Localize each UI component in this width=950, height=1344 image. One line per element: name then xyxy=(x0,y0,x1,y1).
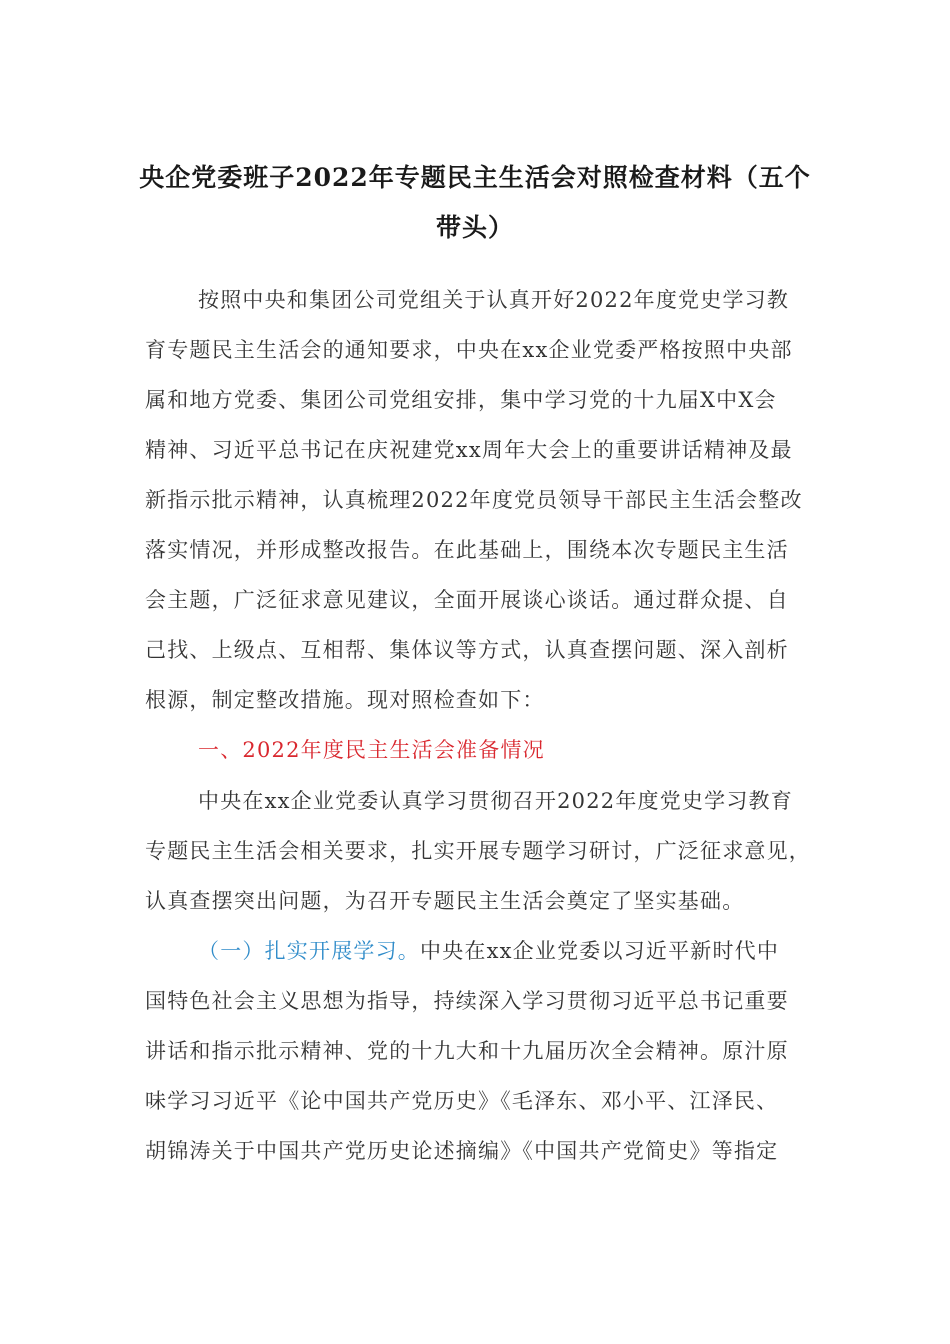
subsection-line: 国特色社会主义思想为指导，持续深入学习贯彻习近平总书记重要 xyxy=(145,989,789,1013)
intro-line: 新指示批示精神，认真梳理2022年度党员领导干部民主生活会整改 xyxy=(145,488,803,512)
section-line: 认真查摆突出问题，为召开专题民主生活会奠定了坚实基础。 xyxy=(145,889,745,913)
intro-line: 按照中央和集团公司党组关于认真开好2022年度党史学习教 xyxy=(198,288,790,312)
document-title: 央企党委班子2022年专题民主生活会对照检查材料（五个 xyxy=(139,163,811,192)
subsection-first-line xyxy=(198,935,779,965)
document-title-continued: 带头） xyxy=(435,213,514,242)
intro-line: 己找、上级点、互相帮、集体议等方式，认真查摆问题、深入剖析 xyxy=(145,638,789,662)
intro-line: 属和地方党委、集团公司党组安排，集中学习党的十九届X中X会 xyxy=(145,388,777,412)
intro-line: 根源，制定整改措施。现对照检查如下： xyxy=(145,688,545,712)
subsection-line: 讲话和指示批示精神、党的十九大和十九届历次全会精神。原汁原 xyxy=(145,1039,789,1063)
section-line: 专题民主生活会相关要求，扎实开展专题学习研讨，广泛征求意见， xyxy=(145,839,811,863)
intro-line: 会主题，广泛征求意见建议，全面开展谈心谈话。通过群众提、自 xyxy=(145,588,789,612)
subsection-text: 中央在xx企业党委以习近平新时代中 xyxy=(420,939,780,963)
subsection-line: 胡锦涛关于中国共产党历史论述摘编》《中国共产党简史》等指定 xyxy=(145,1139,779,1163)
intro-line: 育专题民主生活会的通知要求，中央在xx企业党委严格按照中央部 xyxy=(145,338,793,362)
subsection-heading: （一）扎实开展学习。 xyxy=(198,939,420,963)
section-line: 中央在xx企业党委认真学习贯彻召开2022年度党史学习教育 xyxy=(198,789,793,813)
intro-line: 落实情况，并形成整改报告。在此基础上，围绕本次专题民主生活 xyxy=(145,538,789,562)
subsection-line: 味学习习近平《论中国共产党历史》《毛泽东、邓小平、江泽民、 xyxy=(145,1089,779,1113)
intro-line: 精神、习近平总书记在庆祝建党xx周年大会上的重要讲话精神及最 xyxy=(145,438,793,462)
section-heading: 一、2022年度民主生活会准备情况 xyxy=(198,738,545,762)
